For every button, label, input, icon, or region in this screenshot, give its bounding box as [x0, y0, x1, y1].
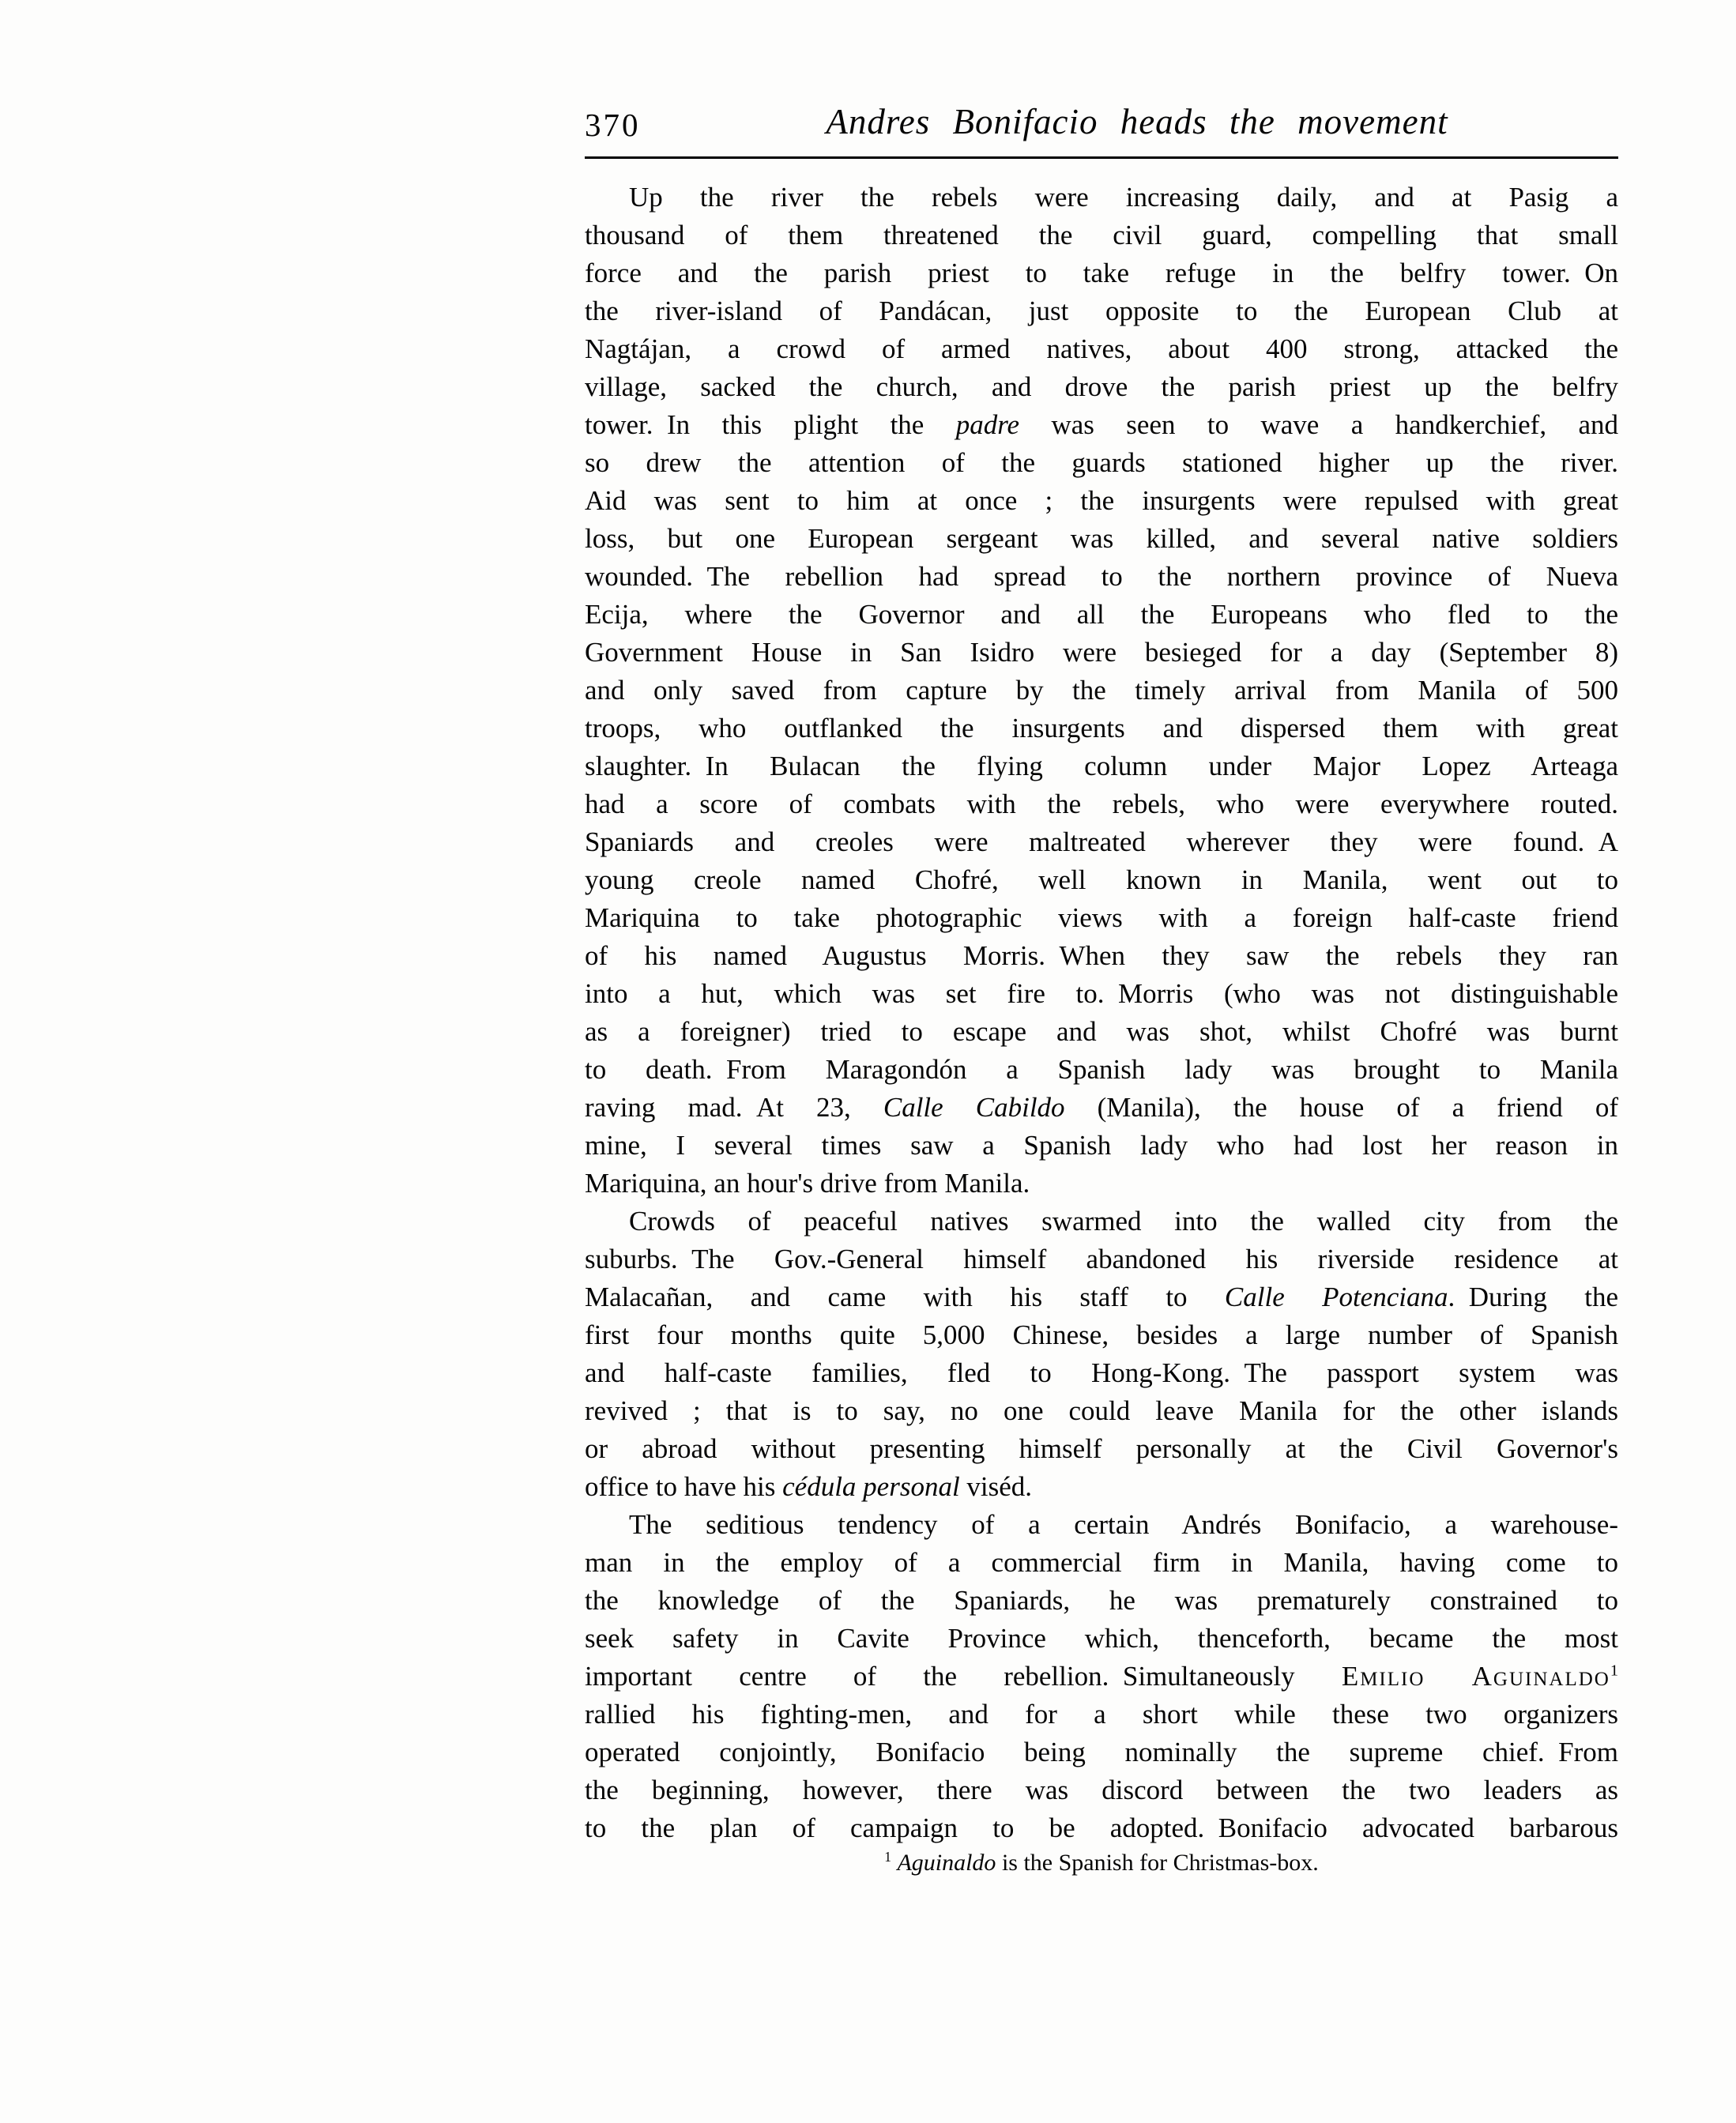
- text-segment: Up the river the rebels were increasing daily, and at Pasig a: [629, 182, 1618, 213]
- text-line: [585, 1658, 1618, 1696]
- paragraph: [585, 1506, 1618, 1847]
- text-segment: of his named Augustus Morris. When they saw the rebels they ran: [585, 940, 1618, 971]
- text-segment: village, sacked the church, and drove the parish priest up the belfry: [585, 371, 1618, 402]
- text-segment: force and the parish priest to take refuge in the belfry tower. On: [585, 258, 1618, 288]
- text-segment: Malacañan, and came with his staff to: [585, 1282, 1225, 1312]
- running-title: Andres Bonifacio heads the movement: [826, 102, 1448, 141]
- text-segment: mine, I several times saw a Spanish lady who had lost her reason in: [585, 1130, 1618, 1161]
- text-segment: so drew the attention of the guards stationed higher up the river.: [585, 447, 1618, 478]
- text-line: [585, 1733, 1618, 1771]
- text-line: [585, 1582, 1618, 1620]
- text-line: [585, 482, 1618, 520]
- text-line: [585, 1051, 1618, 1089]
- text-segment: troops, who outflanked the insurgents and dispersed them with great: [585, 713, 1618, 743]
- text-line: [585, 823, 1618, 861]
- paragraph: [585, 179, 1618, 1203]
- header-rule: [585, 156, 1618, 159]
- text-line: [585, 1468, 1618, 1506]
- text-segment: slaughter. In Bulacan the flying column under Major Lopez Arteaga: [585, 751, 1618, 781]
- text-line: [585, 1506, 1618, 1544]
- text-segment: young creole named Chofré, well known in Manila, went out to: [585, 864, 1618, 895]
- text-line: [585, 368, 1618, 406]
- text-segment: Nagtájan, a crowd of armed natives, about 400 strong, attacked the: [585, 333, 1618, 364]
- text-segment: Government House in San Isidro were besieged for a day (September 8): [585, 637, 1618, 668]
- text-segment: seek safety in Cavite Province which, thenceforth, became the most: [585, 1623, 1618, 1654]
- text-line: [585, 558, 1618, 596]
- text-line: [585, 1771, 1618, 1809]
- text-line: [585, 444, 1618, 482]
- text-segment: as a foreigner) tried to escape and was shot, whilst Chofré was burnt: [585, 1016, 1618, 1047]
- text-line: [585, 520, 1618, 558]
- italic-text: cédula personal: [782, 1471, 960, 1502]
- footnote-reference: 1: [884, 1849, 891, 1865]
- text-line: [585, 1354, 1618, 1392]
- text-line: [585, 216, 1618, 254]
- text-line: [585, 785, 1618, 823]
- text-line: [585, 747, 1618, 785]
- text-segment: tower. In this plight the: [585, 409, 956, 440]
- text-segment: (Manila), the house of a friend of: [1064, 1092, 1618, 1123]
- text-segment: operated conjointly, Bonifacio being nominally the supreme chief. From: [585, 1737, 1618, 1767]
- text-line: [585, 1696, 1618, 1733]
- text-segment: and only saved from capture by the timely arrival from Manila of 500: [585, 675, 1618, 706]
- text-line: [585, 1165, 1618, 1203]
- text-segment: office to have his: [585, 1471, 783, 1502]
- body-text: [585, 179, 1618, 1847]
- text-segment: to death. From Maragondón a Spanish lady was brought to Manila: [585, 1054, 1618, 1085]
- text-line: [585, 975, 1618, 1013]
- text-segment: and half-caste families, fled to Hong-Kong. The passport system was: [585, 1357, 1618, 1388]
- text-segment: Spaniards and creoles were maltreated wherever they were found. A: [585, 826, 1618, 857]
- text-segment: Mariquina, an hour's drive from Manila.: [585, 1168, 1030, 1199]
- text-line: [585, 1430, 1618, 1468]
- italic-text: Calle Potenciana: [1224, 1282, 1448, 1312]
- text-line: [585, 937, 1618, 975]
- smallcaps-name: Emilio Aguinaldo: [1341, 1661, 1610, 1692]
- italic-text: Aguinaldo: [897, 1850, 996, 1876]
- footnote-reference: 1: [1610, 1662, 1618, 1680]
- text-line: [585, 899, 1618, 937]
- text-segment: to the plan of campaign to be adopted. Bonifacio advocated barbarous: [585, 1812, 1618, 1843]
- text-line: [585, 330, 1618, 368]
- text-segment: or abroad without presenting himself personally at the Civil Governor's: [585, 1433, 1618, 1464]
- text-segment: the beginning, however, there was discord between the two leaders as: [585, 1775, 1618, 1805]
- text-segment: raving mad. At 23,: [585, 1092, 883, 1123]
- page-header: [585, 101, 1618, 150]
- text-segment: Ecija, where the Governor and all the Europeans who fled to the: [585, 599, 1618, 630]
- text-segment: Mariquina to take photographic views with a foreign half-caste friend: [585, 902, 1618, 933]
- text-segment: the knowledge of the Spaniards, he was prematurely constrained to: [585, 1585, 1618, 1616]
- text-line: [585, 1013, 1618, 1051]
- text-segment: loss, but one European sergeant was killed, and several native soldiers: [585, 523, 1618, 554]
- page-number: 370: [585, 107, 641, 143]
- text-segment: important centre of the rebellion. Simultaneously: [585, 1661, 1342, 1692]
- text-line: [585, 1089, 1618, 1127]
- text-line: [585, 1203, 1618, 1240]
- text-line: [585, 406, 1618, 444]
- text-line: [585, 1620, 1618, 1658]
- text-segment: man in the employ of a commercial firm in Manila, having come to: [585, 1547, 1618, 1578]
- italic-text: Calle Cabildo: [883, 1092, 1065, 1123]
- text-segment: viséd.: [959, 1471, 1033, 1502]
- text-segment: first four months quite 5,000 Chinese, besides a large number of Spanish: [585, 1319, 1618, 1350]
- footnote: [585, 1847, 1618, 1879]
- text-line: [585, 672, 1618, 710]
- text-segment: the river-island of Pandácan, just opposite to the European Club at: [585, 295, 1618, 326]
- text-segment: was seen to wave a handkerchief, and: [1019, 409, 1619, 440]
- text-segment: . During the: [1448, 1282, 1618, 1312]
- text-line: [585, 861, 1618, 899]
- text-line: [585, 634, 1618, 672]
- text-segment: into a hut, which was set fire to. Morris (who was not distinguishable: [585, 978, 1618, 1009]
- text-segment: The seditious tendency of a certain Andrés Bonifacio, a warehouse-: [629, 1509, 1618, 1540]
- text-line: [585, 1240, 1618, 1278]
- text-segment: revived ; that is to say, no one could leave Manila for the other islands: [585, 1395, 1618, 1426]
- text-line: [585, 1544, 1618, 1582]
- text-line: [585, 1278, 1618, 1316]
- text-segment: had a score of combats with the rebels, who were everywhere routed.: [585, 789, 1618, 819]
- text-segment: thousand of them threatened the civil guard, compelling that small: [585, 220, 1618, 250]
- italic-text: padre: [955, 409, 1020, 440]
- text-line: [585, 292, 1618, 330]
- text-line: [585, 1127, 1618, 1165]
- text-line: [585, 596, 1618, 634]
- text-segment: Aid was sent to him at once ; the insurgents were repulsed with great: [585, 485, 1618, 516]
- text-segment: suburbs. The Gov.-General himself abandoned his riverside residence at: [585, 1244, 1618, 1274]
- text-line: [585, 710, 1618, 747]
- text-line: [585, 1392, 1618, 1430]
- text-line: [585, 254, 1618, 292]
- text-segment: is the Spanish for Christmas-box.: [996, 1850, 1319, 1876]
- text-line: [585, 179, 1618, 216]
- text-line: [585, 1809, 1618, 1847]
- text-segment: wounded. The rebellion had spread to the northern province of Nueva: [585, 561, 1618, 592]
- paragraph: [585, 1203, 1618, 1506]
- text-line: [585, 1316, 1618, 1354]
- text-segment: rallied his fighting-men, and for a short while these two organizers: [585, 1699, 1618, 1730]
- text-segment: Crowds of peaceful natives swarmed into the walled city from the: [629, 1206, 1618, 1237]
